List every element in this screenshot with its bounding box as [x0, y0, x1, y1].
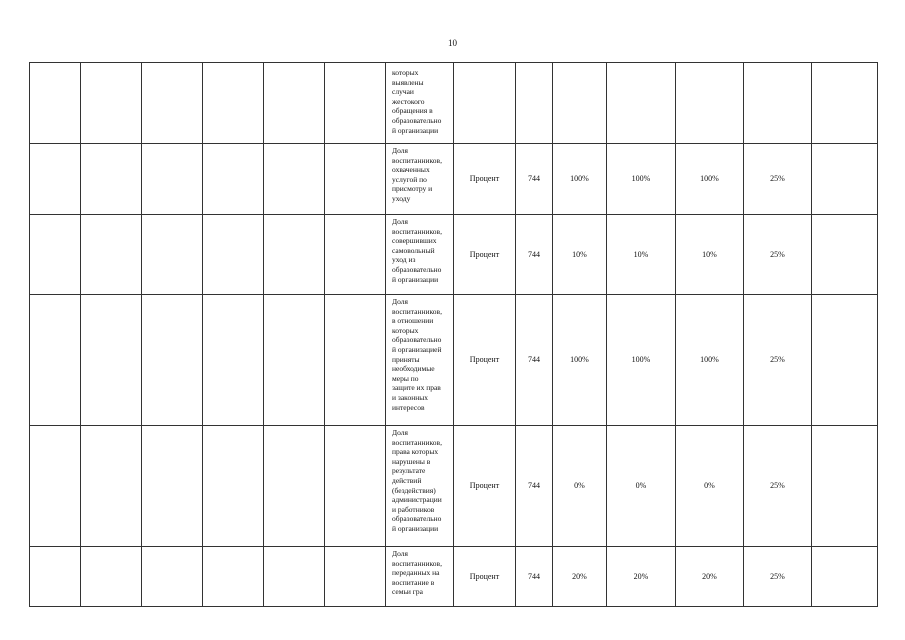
table-row — [30, 547, 878, 607]
value-year-2: 20% — [607, 547, 676, 607]
empty-cell — [264, 426, 325, 547]
empty-cell — [203, 144, 264, 215]
value-year-3 — [676, 63, 744, 144]
empty-cell — [203, 426, 264, 547]
okei-code-cell: 744 — [516, 547, 553, 607]
value-year-3: 20% — [676, 547, 744, 607]
indicator-name: Доля воспитанников, совершивших самовольный уход из образовательно й организации — [386, 215, 454, 295]
okei-code-cell: 744 — [516, 144, 553, 215]
deviation-cell: 25% — [744, 547, 812, 607]
value-year-1: 10% — [553, 215, 607, 295]
empty-cell — [142, 144, 203, 215]
unit-cell: Процент — [454, 426, 516, 547]
page-number: 10 — [448, 38, 457, 48]
empty-cell — [812, 295, 878, 426]
empty-cell — [81, 215, 142, 295]
deviation-cell: 25% — [744, 426, 812, 547]
okei-code-cell: 744 — [516, 215, 553, 295]
empty-cell — [325, 295, 386, 426]
table-row — [30, 426, 878, 547]
empty-cell — [203, 63, 264, 144]
empty-cell — [325, 144, 386, 215]
table-row — [30, 144, 878, 215]
deviation-cell: 25% — [744, 295, 812, 426]
empty-cell — [325, 215, 386, 295]
indicator-table — [29, 62, 878, 607]
empty-cell — [142, 295, 203, 426]
okei-code-cell: 744 — [516, 295, 553, 426]
empty-cell — [264, 144, 325, 215]
value-year-2: 0% — [607, 426, 676, 547]
value-year-3: 100% — [676, 295, 744, 426]
indicator-name: которых выявлены случаи жестокого обращения в образовательно й организации — [386, 63, 454, 144]
table-row — [30, 295, 878, 426]
unit-cell: Процент — [454, 547, 516, 607]
unit-cell: Процент — [454, 295, 516, 426]
empty-cell — [142, 426, 203, 547]
deviation-cell: 25% — [744, 215, 812, 295]
empty-cell — [325, 547, 386, 607]
empty-cell — [142, 547, 203, 607]
indicator-name: Доля воспитанников, охваченных услугой по присмотру и уходу — [386, 144, 454, 215]
indicator-name: Доля воспитанников, права которых нарушены в результате действий (бездействия) администрации и работников образовательно й организации — [386, 426, 454, 547]
empty-cell — [812, 426, 878, 547]
empty-cell — [30, 426, 81, 547]
value-year-2: 100% — [607, 144, 676, 215]
value-year-1: 20% — [553, 547, 607, 607]
unit-cell: Процент — [454, 144, 516, 215]
empty-cell — [81, 295, 142, 426]
value-year-2 — [607, 63, 676, 144]
empty-cell — [264, 547, 325, 607]
value-year-1 — [553, 63, 607, 144]
table-row — [30, 63, 878, 144]
empty-cell — [812, 144, 878, 215]
indicator-name: Доля воспитанников, в отношении которых образовательно й организацией приняты необходимые меры по защите их прав и законных интересов — [386, 295, 454, 426]
empty-cell — [142, 215, 203, 295]
empty-cell — [264, 215, 325, 295]
empty-cell — [81, 547, 142, 607]
okei-code-cell: 744 — [516, 426, 553, 547]
deviation-cell: 25% — [744, 144, 812, 215]
value-year-1: 100% — [553, 295, 607, 426]
empty-cell — [325, 63, 386, 144]
unit-cell — [454, 63, 516, 144]
empty-cell — [142, 63, 203, 144]
deviation-cell — [744, 63, 812, 144]
empty-cell — [30, 547, 81, 607]
empty-cell — [812, 547, 878, 607]
empty-cell — [203, 295, 264, 426]
indicator-name: Доля воспитанников, переданных на воспитание в семьи гра — [386, 547, 454, 607]
empty-cell — [203, 215, 264, 295]
empty-cell — [30, 63, 81, 144]
value-year-2: 10% — [607, 215, 676, 295]
empty-cell — [264, 63, 325, 144]
empty-cell — [81, 144, 142, 215]
empty-cell — [81, 426, 142, 547]
empty-cell — [30, 295, 81, 426]
value-year-1: 100% — [553, 144, 607, 215]
table-row — [30, 215, 878, 295]
empty-cell — [30, 144, 81, 215]
unit-cell: Процент — [454, 215, 516, 295]
empty-cell — [264, 295, 325, 426]
okei-code-cell — [516, 63, 553, 144]
value-year-3: 10% — [676, 215, 744, 295]
empty-cell — [812, 215, 878, 295]
value-year-3: 100% — [676, 144, 744, 215]
empty-cell — [81, 63, 142, 144]
empty-cell — [203, 547, 264, 607]
empty-cell — [325, 426, 386, 547]
value-year-2: 100% — [607, 295, 676, 426]
empty-cell — [30, 215, 81, 295]
value-year-1: 0% — [553, 426, 607, 547]
empty-cell — [812, 63, 878, 144]
value-year-3: 0% — [676, 426, 744, 547]
